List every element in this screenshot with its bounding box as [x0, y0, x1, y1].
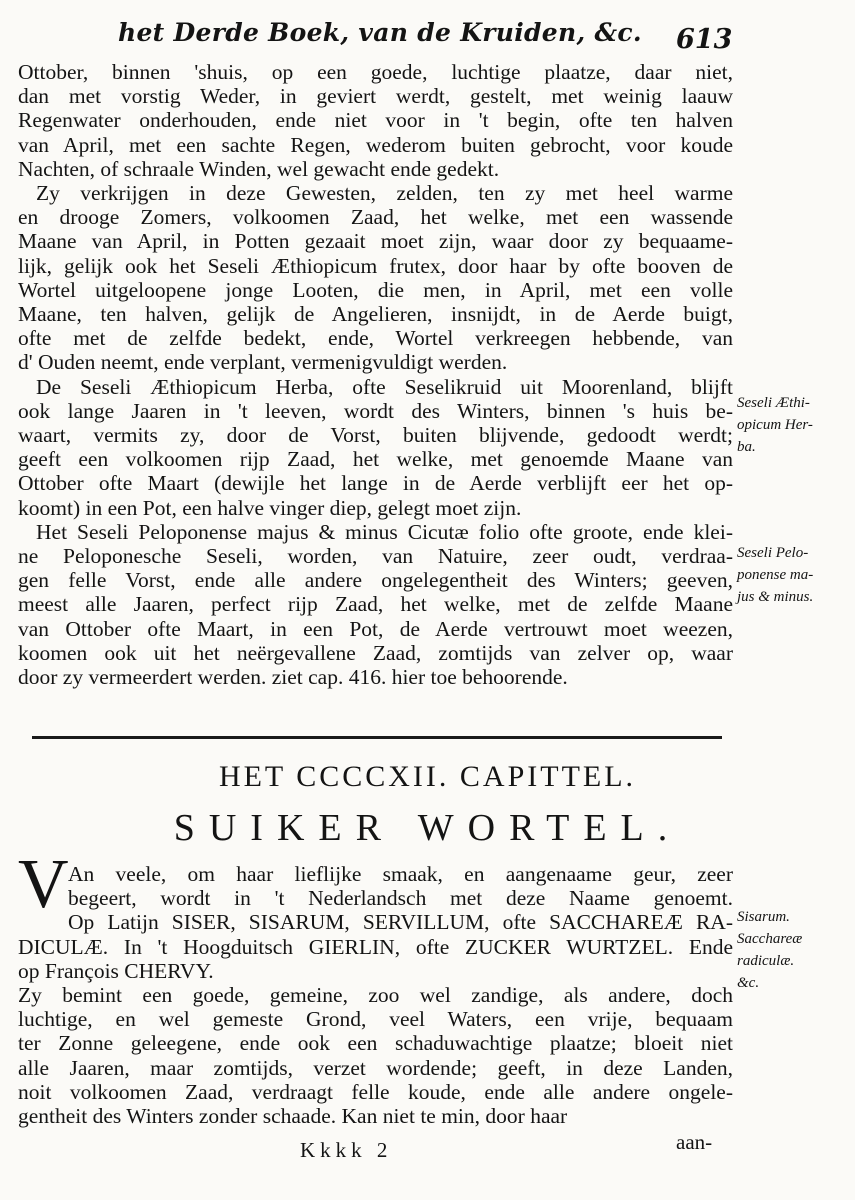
text-line: ne Peloponesche Seseli, worden, van Natuire, zeer oudt, verdraa-: [18, 544, 733, 569]
catchword: aan-: [676, 1130, 713, 1154]
text-line: van Ottober ofte Maart, in een Pot, de Aerde vertrouwt moet weezen,: [18, 616, 733, 641]
text-line: luchtige, en wel gemeste Grond, veel Waters, een vrije, bequaam: [18, 1007, 733, 1032]
text-line: Zy verkrijgen in deze Gewesten, zelden, ten zy met heel warme: [36, 181, 733, 206]
text-line: geeft een volkoomen rijp Zaad, het welke, met genoemde Maane van: [18, 447, 733, 472]
running-head: het Derde Boek, van de Kruiden, &c.: [118, 18, 642, 47]
text-line: Op Latijn SISER, SISARUM, SERVILLUM, ofte SACCHAREÆ RA-: [68, 910, 733, 935]
text-line: dan met vorstig Weder, in geviert werdt, gestelt, met weinig laauw: [18, 84, 733, 109]
text-line: Ottober ofte Maart (dewijle het lange in de Aerde verblijft eer het op-: [18, 471, 733, 496]
margin-note-line: Sacchareæ: [737, 931, 803, 947]
margin-note-line: ba.: [737, 439, 756, 455]
text-line: door zy vermeerdert werden. ziet cap. 416. hier toe behoorende.: [18, 665, 568, 690]
text-line: ook lange Jaaren in 't leeven, wordt des Winters, binnen 's huis be-: [18, 398, 733, 423]
paragraph: [18, 181, 733, 375]
drop-cap: V: [18, 846, 69, 923]
paragraph: [18, 983, 733, 1128]
margin-note-seseli-peloponense: [737, 542, 849, 608]
text-line: Maane van April, in Potten gezaait moet zijn, waar door zy bequaame-: [18, 229, 733, 254]
text-line: van April, met een sachte Regen, wederom buiten gebrocht, voor koude: [18, 132, 733, 157]
paragraph: [18, 375, 733, 520]
text-line: meest alle Jaaren, perfect rijp Zaad, het welke, met de zelfde Maane: [18, 592, 733, 617]
margin-note-seseli-aethiopicum: [737, 392, 849, 458]
text-line: Ottober, binnen 'shuis, op een goede, luchtige plaatze, daar niet,: [18, 60, 733, 84]
paragraph: [18, 520, 733, 689]
text-line: An veele, om haar lieflijke smaak, en aangenaame geur, zeer: [68, 862, 733, 886]
text-line: noit volkoomen Zaad, verdraagt felle koude, ende alle andere ongele-: [18, 1079, 733, 1104]
text-line: koomt) in een Pot, een halve vinger diep, gelegt moet zijn.: [18, 495, 522, 520]
text-line: waart, vermits zy, door de Vorst, buiten blijvende, gedoodt werdt;: [18, 423, 733, 448]
text-line: Regenwater onderhouden, ende niet voor in 't begin, ofte ten halven: [18, 108, 733, 133]
text-line: d' Ouden neemt, ende verplant, vermenigvuldigt werden.: [18, 350, 508, 375]
text-line: alle Jaaren, maar zomtijds, verzet wordende; geeft, in deze Landen,: [18, 1055, 733, 1080]
margin-note-line: Sisarum.: [737, 909, 790, 925]
text-line: Nachten, of schraale Winden, wel gewacht ende gedekt.: [18, 156, 500, 181]
text-line: koomen ook uit het neërgevallene Zaad, zomtijds van zelver op, waar: [18, 640, 733, 665]
printer-signature: Kkkk 2: [300, 1138, 393, 1162]
page-number: 613: [676, 24, 733, 55]
margin-note-sisarum: [737, 906, 849, 994]
section-divider: [32, 736, 722, 739]
text-line: De Seseli Æthiopicum Herba, ofte Seselikruid uit Moorenland, blijft: [36, 374, 733, 399]
margin-note-line: Seseli Æthi-: [737, 395, 810, 411]
text-line: Het Seseli Peloponense majus & minus Cicutæ folio ofte groote, ende klei-: [36, 519, 733, 544]
bottom-text-block: [18, 862, 733, 1128]
text-line: gentheit des Winters zonder schaade. Kan niet te min, door haar: [18, 1104, 568, 1129]
text-line: gen felle Vorst, ende alle andere ongelegentheit des Winters; geeven,: [18, 568, 733, 593]
margin-note-line: jus & minus.: [737, 589, 814, 605]
text-line: Zy bemint een goede, gemeine, zoo wel zandige, als andere, doch: [18, 983, 733, 1008]
text-line: Wortel uitgeloopene jonge Looten, die men, in April, met een volle: [18, 277, 733, 302]
margin-note-line: opicum Her-: [737, 417, 813, 433]
margin-note-line: Seseli Pelo-: [737, 545, 809, 561]
text-line: ter Zonne geleegene, ende ook een schaduwachtige plaatze; bloeit niet: [18, 1031, 733, 1056]
text-line: lijk, gelijk ook het Seseli Æthiopicum frutex, door haar by ofte booven de: [18, 253, 733, 278]
text-line: op François CHERVY.: [18, 958, 214, 983]
chapter-heading: HET CCCCXII. CAPITTEL.: [218, 760, 637, 793]
text-line: begeert, wordt in 't Nederlandsch met deze Naame genoemt.: [68, 886, 733, 911]
chapter-title: SUIKER WORTEL.: [173, 807, 682, 849]
margin-note-line: radiculæ.: [737, 953, 795, 969]
text-line: en drooge Zomers, volkoomen Zaad, het welke, met een wassende: [18, 205, 733, 230]
paragraph: [18, 60, 733, 181]
paragraph: [18, 862, 733, 983]
text-line: Maane, ten halven, gelijk de Angelieren, insnijdt, in de Aerde buigt,: [18, 302, 733, 327]
margin-note-line: ponense ma-: [737, 567, 814, 583]
text-line: ofte met de zelfde bedekt, ende, Wortel verkreegen hebbende, van: [18, 326, 733, 351]
margin-note-line: &c.: [737, 975, 760, 991]
text-line: DICULÆ. In 't Hoogduitsch GIERLIN, ofte ZUCKER WURTZEL. Ende: [18, 934, 733, 959]
top-text-block: [18, 60, 733, 689]
